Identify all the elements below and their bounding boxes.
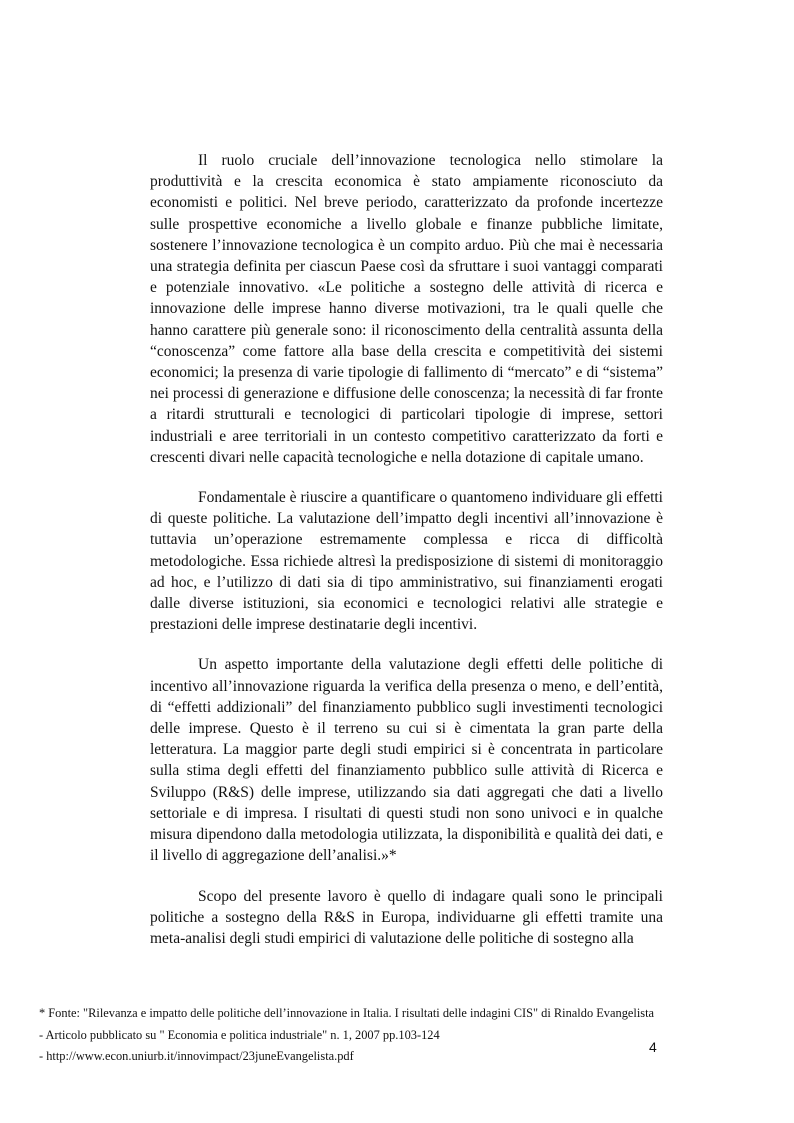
paragraph-3: Un aspetto importante della valutazione degli effetti delle politiche di incentivo all’innovazione riguarda la verifica della presenza o meno, e dell’entità, di “effetti addizionali” del finanziamento pubblico sugli investimenti tecnologici delle imprese. Questo è il terreno su cui si è cimentata la gran parte della letteratura. La maggior parte degli studi empirici si è concentrata in particolare sulla stima degli effetti del finanziamento pubblico sulle attività di Ricerca e Sviluppo (R&S) delle imprese, utilizzando sia dati aggregati che dati a livello settoriale e di impresa. I risultati di questi studi non sono univoci e in qualche misura dipendono dalla metodologia utilizzata, la disponibilità e qualità dei dati, e il livello di aggregazione dell’analisi.»*	[150, 656, 663, 865]
page-number: 4	[649, 1039, 657, 1055]
main-text	[150, 150, 663, 968]
paragraph-4: Scopo del presente lavoro è quello di indagare quali sono le principali politiche a sostegno della R&S in Europa, individuarne gli effetti tramite una meta-analisi degli studi empirici di valutazione delle politiche di sostegno alla	[150, 887, 663, 947]
footnote-source: * Fonte: "Rilevanza e impatto delle politiche dell’innovazione in Italia. I risultati delle indagini CIS" di Rinaldo Evangelista	[39, 1006, 655, 1020]
footnote-publication: - Articolo pubblicato su " Economia e politica industriale" n. 1, 2007 pp.103-124	[39, 1027, 440, 1042]
paragraph-2: Fondamentale è riuscire a quantificare o quantomeno individuare gli effetti di queste politiche. La valutazione dell’impatto degli incentivi all’innovazione è tuttavia un’operazione estremamente complessa e ricca di difficoltà metodologiche. Essa richiede altresì la predisposizione di sistemi di monitoraggio ad hoc, e l’utilizzo di dati sia di tipo amministrativo, sui finanziamenti erogati dalle diverse istituzioni, sia economici e tecnologici relativi alle strategie e prestazioni delle imprese destinatarie degli incentivi.	[150, 489, 663, 634]
paragraph-1: Il ruolo cruciale dell’innovazione tecnologica nello stimolare la produttività e la crescita economica è stato ampiamente riconosciuto da economisti e politici. Nel breve periodo, caratterizzato da profonde incertezze sulle prospettive economiche a livello globale e finanze pubbliche limitate, sostenere l’innovazione tecnologica è un compito arduo. Più che mai è necessaria una strategia definita per ciascun Paese così da sfruttare i suoi vantaggi comparati e potenziale innovativo. «Le politiche a sostegno delle attività di ricerca e innovazione delle imprese hanno diverse motivazioni, tra le quali quelle che hanno carattere più generale sono: il riconoscimento della centralità assunta della “conoscenza” come fattore alla base della crescita e competitività dei sistemi economici; la presenza di varie tipologie di fallimento di “mercato” e di “sistema” nei processi di generazione e diffusione delle conoscenza; la necessità di far fronte a ritardi strutturali e tecnologici di particolari tipologie di imprese, settori industriali e aree territoriali in un contesto competitivo caratterizzato da forti e crescenti divari nelle capacità tecnologiche e nella dotazione di capitale umano.	[150, 152, 663, 466]
footnote-url: - http://www.econ.uniurb.it/innovimpact/23juneEvangelista.pdf	[39, 1049, 354, 1063]
footnotes	[39, 1003, 739, 1068]
